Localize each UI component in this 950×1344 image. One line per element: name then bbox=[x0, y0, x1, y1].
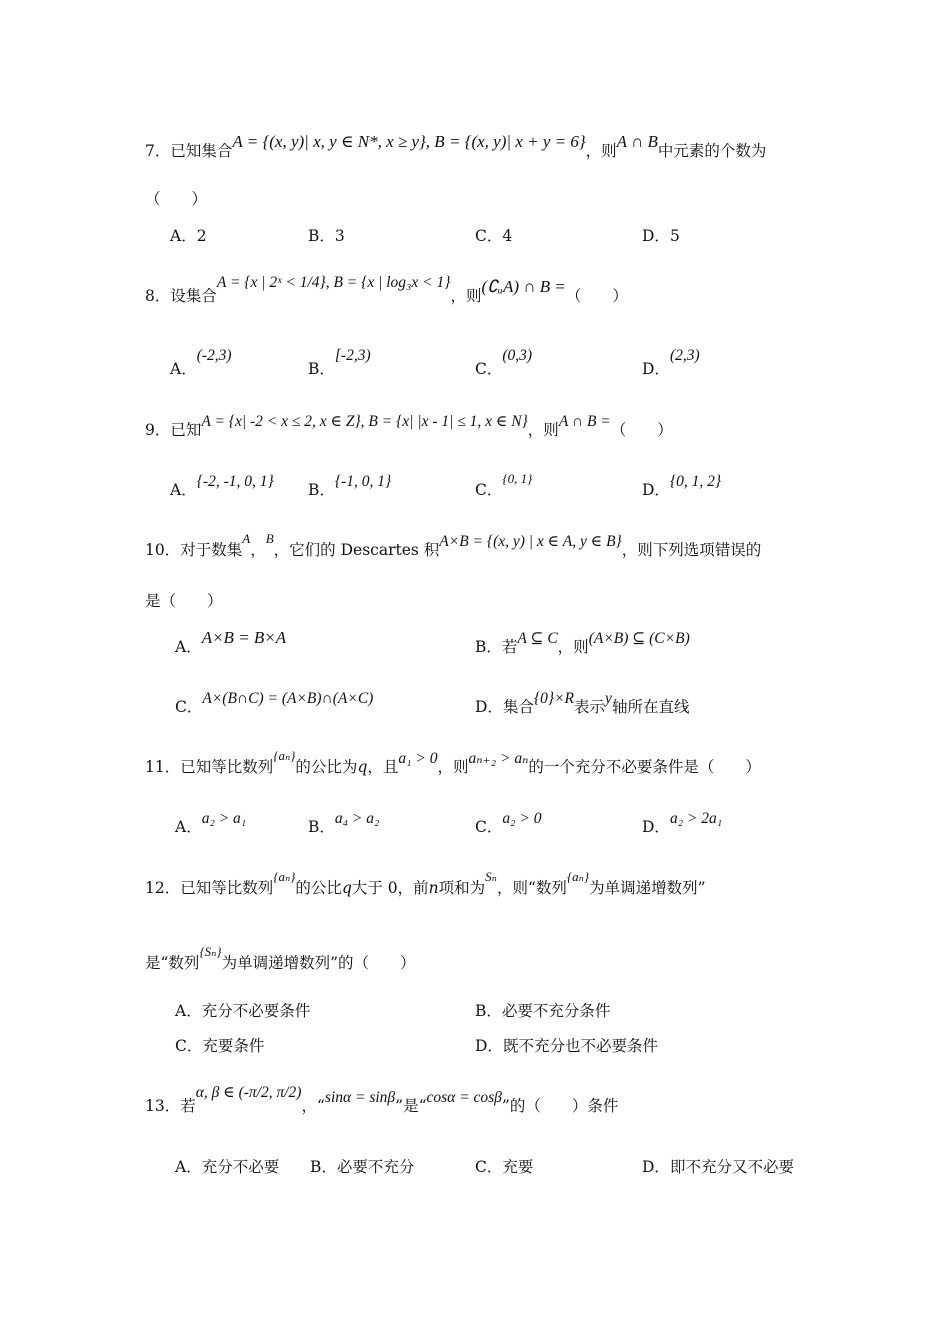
q13-text-4: ”的（ ）条件 bbox=[501, 1097, 619, 1115]
q12-n: n bbox=[428, 879, 439, 897]
q13-text-2: ，“ bbox=[301, 1097, 325, 1115]
q11-option-c: C．a₂ > 0 bbox=[475, 810, 542, 836]
q10-sep: ， bbox=[250, 541, 266, 559]
q11-number: 11． bbox=[145, 758, 181, 776]
q9-number: 9． bbox=[145, 421, 171, 439]
q13-number: 13． bbox=[145, 1097, 181, 1115]
q7-math-intersection: A ∩ B bbox=[616, 132, 658, 151]
q7-text-2: ，则 bbox=[585, 142, 617, 160]
q12-math-seq: {aₙ} bbox=[273, 869, 296, 884]
q10-line-2: 是（ ） bbox=[145, 592, 223, 610]
q12-number: 12． bbox=[145, 879, 181, 897]
q7-option-a: A．2 bbox=[170, 227, 207, 245]
question-11 bbox=[145, 748, 761, 778]
q12-text-7: 是“数列 bbox=[145, 954, 200, 972]
q12-option-b: B．必要不充分条件 bbox=[475, 1002, 611, 1020]
q7-paren: （ ） bbox=[145, 190, 208, 208]
question-10 bbox=[145, 531, 762, 561]
q11-option-b: B．a₄ > a₂ bbox=[308, 810, 380, 836]
q10-math-def: A×B = {(x, y) | x ∈ A, y ∈ B} bbox=[439, 533, 622, 550]
q11-q: q bbox=[357, 758, 368, 776]
q13-math-cos: cosα = cosβ bbox=[426, 1089, 502, 1106]
q10-option-a: A．A×B = B×A bbox=[175, 628, 287, 656]
q12-option-d: D．既不充分也不必要条件 bbox=[475, 1037, 658, 1055]
q8-option-a: A．(-2,3) bbox=[170, 347, 232, 378]
q12-text-3: 大于 0，前 bbox=[351, 879, 429, 897]
q13-text-3: ”是“ bbox=[395, 1097, 427, 1115]
q12-text-1: 已知等比数列 bbox=[180, 879, 274, 897]
q10-text-1: 对于数集 bbox=[180, 541, 243, 559]
q9-text-1: 已知 bbox=[170, 421, 202, 439]
q10-text-2: ，它们的 Descartes 积 bbox=[273, 541, 440, 559]
q10-option-b: B．若A ⊆ C，则(A×B) ⊆ (C×B) bbox=[475, 630, 690, 656]
question-8 bbox=[145, 274, 628, 307]
q9-option-a: A．{-2, -1, 0, 1} bbox=[170, 473, 274, 499]
q11-math-cond: aₙ₊₂ > aₙ bbox=[468, 750, 529, 767]
q10-option-c: C．A×(B∩C) = (A×B)∩(A×C) bbox=[175, 690, 374, 716]
q8-option-c: C．(0,3) bbox=[475, 347, 533, 378]
q9-text-3: （ ） bbox=[610, 421, 673, 439]
q13-option-b: B．必要不充分 bbox=[310, 1158, 415, 1176]
q12-text-6: 为单调递增数列” bbox=[589, 879, 706, 897]
q12-text-4: 项和为 bbox=[438, 879, 486, 897]
q7-math-sets: A = {(x, y)| x, y ∈ N*, x ≥ y}, B = {(x, y)| x + y = 6} bbox=[232, 132, 586, 151]
q8-text-3: （ ） bbox=[565, 287, 628, 305]
q13-math-range: α, β ∈ (-π/2, π/2) bbox=[195, 1084, 302, 1101]
q7-text-1: 已知集合 bbox=[170, 142, 233, 160]
q8-option-d: D．(2,3) bbox=[642, 347, 700, 378]
q8-text-1: 设集合 bbox=[170, 287, 217, 305]
q7-text-3: 中元素的个数为 bbox=[657, 142, 767, 160]
q12-math-sn-seq: {Sₙ} bbox=[199, 944, 222, 959]
q10-math-b: B bbox=[265, 531, 274, 546]
q7-number: 7． bbox=[145, 142, 171, 160]
q13-math-sin: sinα = sinβ bbox=[324, 1089, 396, 1106]
q11-text-2: 的公比为 bbox=[295, 758, 358, 776]
q9-text-2: ，则 bbox=[527, 421, 559, 439]
q12-option-c: C．充要条件 bbox=[175, 1037, 265, 1055]
q11-text-5: 的一个充分不必要条件是（ ） bbox=[528, 758, 761, 776]
q12-text-8: 为单调递增数列”的（ ） bbox=[221, 954, 416, 972]
q10-math-a: A bbox=[242, 531, 251, 546]
q10-option-d: D．集合{0}×R表示y轴所在直线 bbox=[475, 690, 690, 716]
q8-math-sets: A = {x | 2ˣ < 1/4}, B = {x | log₃x < 1} bbox=[216, 274, 451, 291]
q9-option-d: D．{0, 1, 2} bbox=[642, 473, 722, 499]
q9-option-c: C．$^{\{0, 1\}}$ bbox=[475, 471, 533, 499]
question-9 bbox=[145, 413, 673, 441]
q11-option-a: A．a₂ > a₁ bbox=[175, 810, 247, 836]
q13-option-c: C．充要 bbox=[475, 1158, 534, 1176]
question-12 bbox=[145, 869, 706, 899]
q8-text-2: ，则 bbox=[450, 287, 482, 305]
q12-math-seq-2: {aₙ} bbox=[566, 869, 590, 884]
q12-line-2 bbox=[145, 944, 416, 974]
question-13 bbox=[145, 1084, 619, 1117]
q11-math-seq: {aₙ} bbox=[273, 748, 296, 763]
q13-text-1: 若 bbox=[180, 1097, 196, 1115]
question-7 bbox=[145, 132, 767, 161]
q8-option-b: B．[-2,3) bbox=[308, 347, 371, 378]
q11-option-d: D．a₂ > 2a₁ bbox=[642, 810, 723, 836]
q9-option-b: B．{-1, 0, 1} bbox=[308, 473, 392, 499]
q8-number: 8． bbox=[145, 287, 171, 305]
q7-option-d: D．5 bbox=[642, 227, 680, 245]
q7-option-c: C．4 bbox=[475, 227, 513, 245]
q12-option-a: A．充分不必要条件 bbox=[175, 1002, 311, 1020]
q11-text-3: ，且 bbox=[367, 758, 399, 776]
q9-math-expr: A ∩ B = bbox=[558, 413, 611, 430]
q11-text-4: ，则 bbox=[437, 758, 469, 776]
q11-text-1: 已知等比数列 bbox=[180, 758, 274, 776]
q12-text-5: ，则“数列 bbox=[496, 879, 567, 897]
q10-number: 10． bbox=[145, 541, 181, 559]
q12-text-2: 的公比 bbox=[295, 879, 342, 897]
q13-option-a: A．充分不必要 bbox=[175, 1158, 280, 1176]
q13-option-d: D．即不充分又不必要 bbox=[642, 1158, 794, 1176]
q12-q: q bbox=[341, 879, 352, 897]
q10-text-3: ，则下列选项错误的 bbox=[621, 541, 762, 559]
q12-math-sn: Sₙ bbox=[485, 869, 497, 884]
q7-option-b: B．3 bbox=[308, 227, 345, 245]
q9-math-sets: A = {x| -2 < x ≤ 2, x ∈ Z}, B = {x| |x - 1| ≤ 1, x ∈ N} bbox=[201, 413, 528, 430]
q8-math-expr: (∁ᵤA) ∩ B = bbox=[481, 277, 566, 296]
q11-math-a1: a₁ > 0 bbox=[398, 750, 438, 767]
